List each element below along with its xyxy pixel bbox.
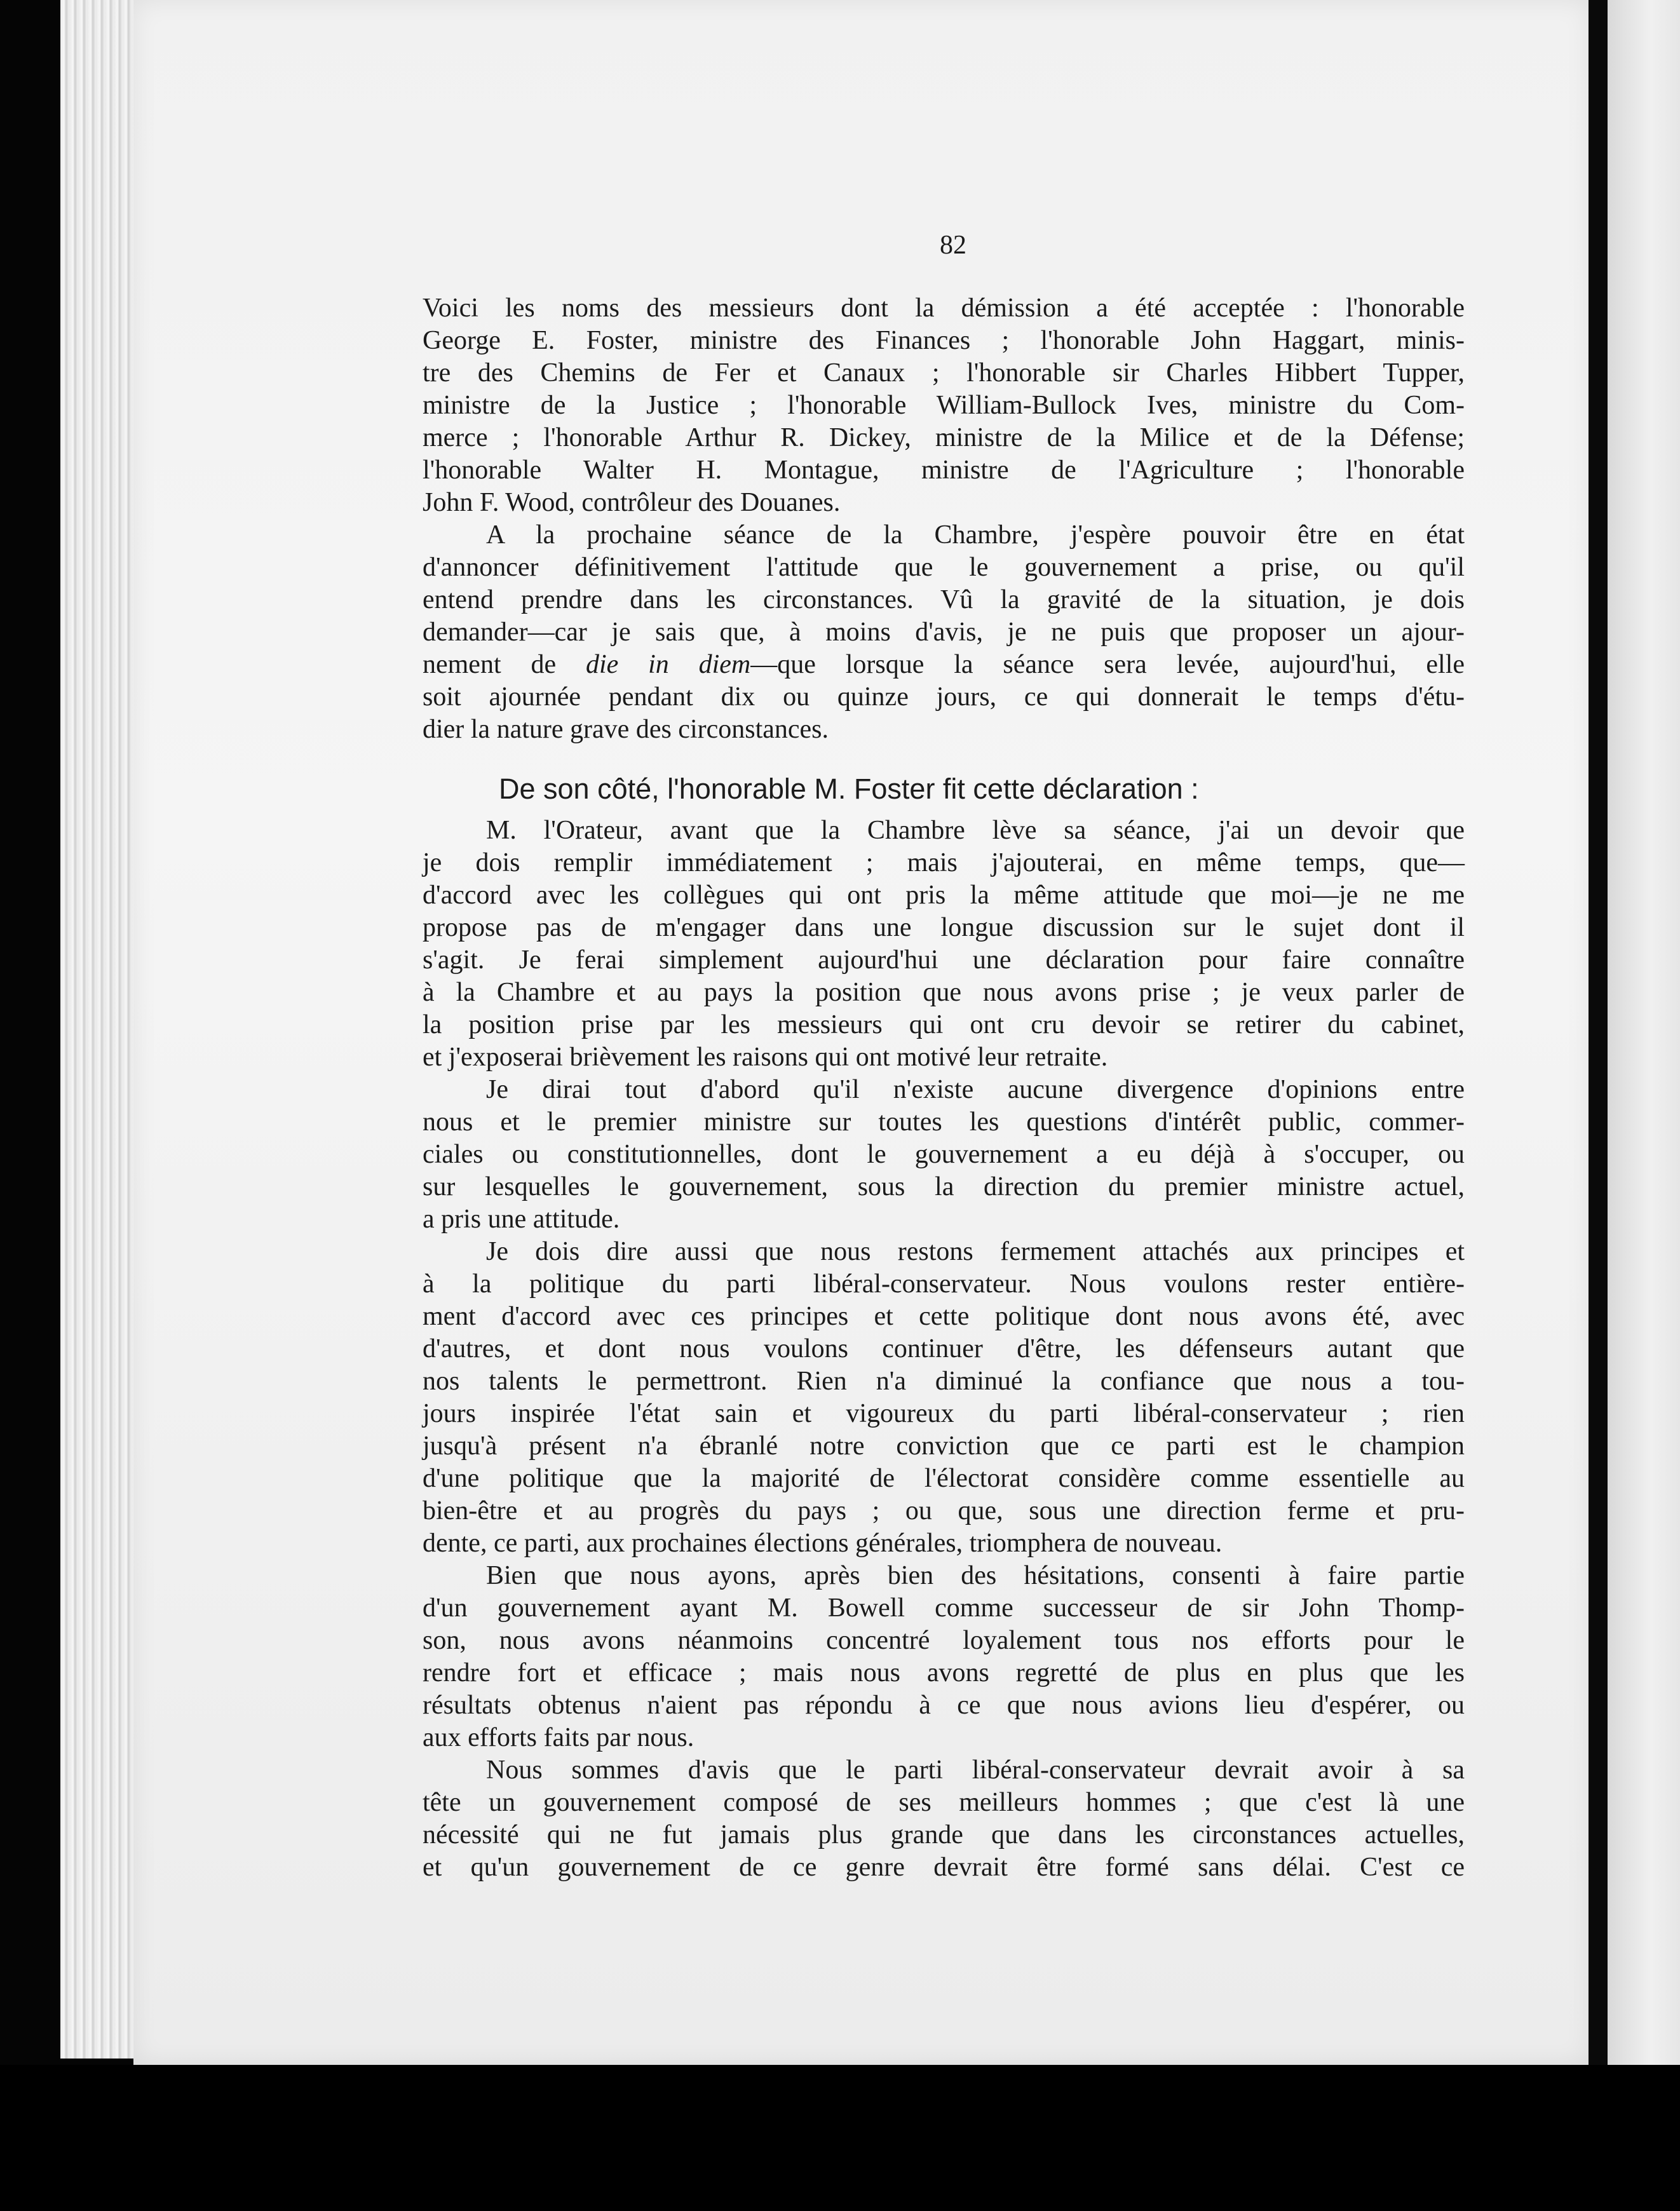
text-line: l'honorable Walter H. Montague, ministre de l'Agriculture ; l'honorable bbox=[423, 456, 1465, 485]
text-line: a pris une attitude. bbox=[423, 1205, 620, 1234]
text-line: d'autres, et dont nous voulons continuer d'être, les défenseurs autant que bbox=[423, 1334, 1465, 1363]
paragraph-bowell-government bbox=[423, 1560, 1465, 1754]
page-text bbox=[423, 292, 1465, 1884]
text-line: nos talents le permettront. Rien n'a diminué la confiance que nous a tou- bbox=[423, 1367, 1465, 1396]
text-line: jours inspirée l'état sain et vigoureux du parti libéral-conservateur ; rien bbox=[423, 1399, 1465, 1428]
text-line: Voici les noms des messieurs dont la démission a été acceptée : l'honorable bbox=[423, 294, 1465, 323]
text-line: entend prendre dans les circonstances. Vû la gravité de la situation, je dois bbox=[423, 585, 1465, 614]
text-fragment: —que lorsque la séance sera levée, aujourd'hui, elle bbox=[750, 650, 1465, 679]
text-line: Bien que nous ayons, après bien des hésitations, consenti à faire partie bbox=[486, 1561, 1465, 1590]
text-line: Je dirai tout d'abord qu'il n'existe aucune divergence d'opinions entre bbox=[486, 1075, 1465, 1104]
text-line: son, nous avons néanmoins concentré loyalement tous nos efforts pour le bbox=[423, 1626, 1465, 1655]
page-edges bbox=[60, 0, 138, 2059]
text-line: propose pas de m'engager dans une longue discussion sur le sujet dont il bbox=[423, 913, 1465, 942]
text-line: ciales ou constitutionnelles, dont le gouvernement a eu déjà à s'occuper, ou bbox=[423, 1140, 1465, 1169]
text-line: résultats obtenus n'aient pas répondu à ce que nous avions lieu d'espérer, ou bbox=[423, 1691, 1465, 1720]
paragraph-foster-intro bbox=[423, 815, 1465, 1074]
text-line: Nous sommes d'avis que le parti libéral-conservateur devrait avoir à sa bbox=[486, 1755, 1465, 1785]
text-line: d'une politique que la majorité de l'électorat considère comme essentielle au bbox=[423, 1464, 1465, 1493]
text-line: ministre de la Justice ; l'honorable William-Bullock Ives, ministre du Com- bbox=[423, 391, 1465, 420]
text-line: d'accord avec les collègues qui ont pris la même attitude que moi—je ne me bbox=[423, 881, 1465, 910]
text-line: M. l'Orateur, avant que la Chambre lève sa séance, j'ai un devoir que bbox=[486, 816, 1465, 845]
text-fragment: nement de bbox=[423, 650, 586, 679]
text-line: soit ajournée pendant dix ou quinze jours, ce qui donnerait le temps d'étu- bbox=[423, 682, 1465, 712]
text-line: et j'exposerai brièvement les raisons qui ont motivé leur retraite. bbox=[423, 1043, 1108, 1072]
binding-gutter bbox=[1589, 0, 1608, 2211]
text-line: bien-être et au progrès du pays ; ou que, sous une direction ferme et pru- bbox=[423, 1496, 1465, 1525]
section-heading: De son côté, l'honorable M. Foster fit cette déclaration : bbox=[499, 773, 1199, 805]
text-line: merce ; l'honorable Arthur R. Dickey, ministre de la Milice et de la Défense; bbox=[423, 423, 1465, 452]
text-line: sur lesquelles le gouvernement, sous la direction du premier ministre actuel, bbox=[423, 1172, 1465, 1201]
text-line: George E. Foster, ministre des Finances ; l'honorable John Haggart, minis- bbox=[423, 326, 1465, 355]
text-line: rendre fort et efficace ; mais nous avons regretté de plus en plus que les bbox=[423, 1658, 1465, 1687]
paragraph-best-men bbox=[423, 1754, 1465, 1884]
text-line: John F. Wood, contrôleur des Douanes. bbox=[423, 488, 841, 517]
text-line: aux efforts faits par nous. bbox=[423, 1723, 694, 1752]
text-line: à la Chambre et au pays la position que nous avons prise ; je veux parler de bbox=[423, 978, 1465, 1007]
text-line: A la prochaine séance de la Chambre, j'espère pouvoir être en état bbox=[486, 520, 1465, 550]
paragraph-no-divergence bbox=[423, 1074, 1465, 1236]
text-line: et qu'un gouvernement de ce genre devrait être formé sans délai. C'est ce bbox=[423, 1853, 1465, 1882]
latin-phrase: die in diem bbox=[585, 650, 751, 679]
text-line: d'un gouvernement ayant M. Bowell comme successeur de sir John Thomp- bbox=[423, 1593, 1465, 1623]
text-line: tre des Chemins de Fer et Canaux ; l'honorable sir Charles Hibbert Tupper, bbox=[423, 358, 1465, 388]
text-line: jusqu'à présent n'a ébranlé notre conviction que ce parti est le champion bbox=[423, 1431, 1465, 1461]
paragraph-resignations bbox=[423, 292, 1465, 519]
text-line: nécessité qui ne fut jamais plus grande que dans les circonstances actuelles, bbox=[423, 1820, 1465, 1849]
text-line: la position prise par les messieurs qui ont cru devoir se retirer du cabinet, bbox=[423, 1010, 1465, 1039]
paragraph-principles bbox=[423, 1236, 1465, 1560]
text-line: à la politique du parti libéral-conservateur. Nous voulons rester entière- bbox=[423, 1269, 1465, 1299]
text-line: je dois remplir immédiatement ; mais j'ajouterai, en même temps, que— bbox=[423, 848, 1465, 877]
text-line: tête un gouvernement composé de ses meilleurs hommes ; que c'est là une bbox=[423, 1788, 1465, 1817]
text-line: s'agit. Je ferai simplement aujourd'hui une déclaration pour faire connaître bbox=[423, 945, 1465, 975]
text-line: demander—car je sais que, à moins d'avis, je ne puis que proposer un ajour- bbox=[423, 618, 1465, 647]
text-line: d'annoncer définitivement l'attitude que le gouvernement a prise, ou qu'il bbox=[423, 553, 1465, 582]
text-line: dente, ce parti, aux prochaines élections générales, triomphera de nouveau. bbox=[423, 1529, 1223, 1558]
scan-bottom-margin bbox=[0, 2065, 1680, 2211]
text-line: ment d'accord avec ces principes et cette politique dont nous avons été, avec bbox=[423, 1302, 1465, 1331]
text-line: nous et le premier ministre sur toutes les questions d'intérêt public, commer- bbox=[423, 1107, 1465, 1137]
paragraph-adjournment bbox=[423, 519, 1465, 746]
text-line: dier la nature grave des circonstances. bbox=[423, 715, 829, 744]
facing-page-edge bbox=[1608, 0, 1680, 2065]
page-number: 82 bbox=[940, 231, 966, 260]
text-line: Je dois dire aussi que nous restons fermement attachés aux principes et bbox=[486, 1237, 1465, 1266]
text-line-italic bbox=[423, 649, 1465, 681]
